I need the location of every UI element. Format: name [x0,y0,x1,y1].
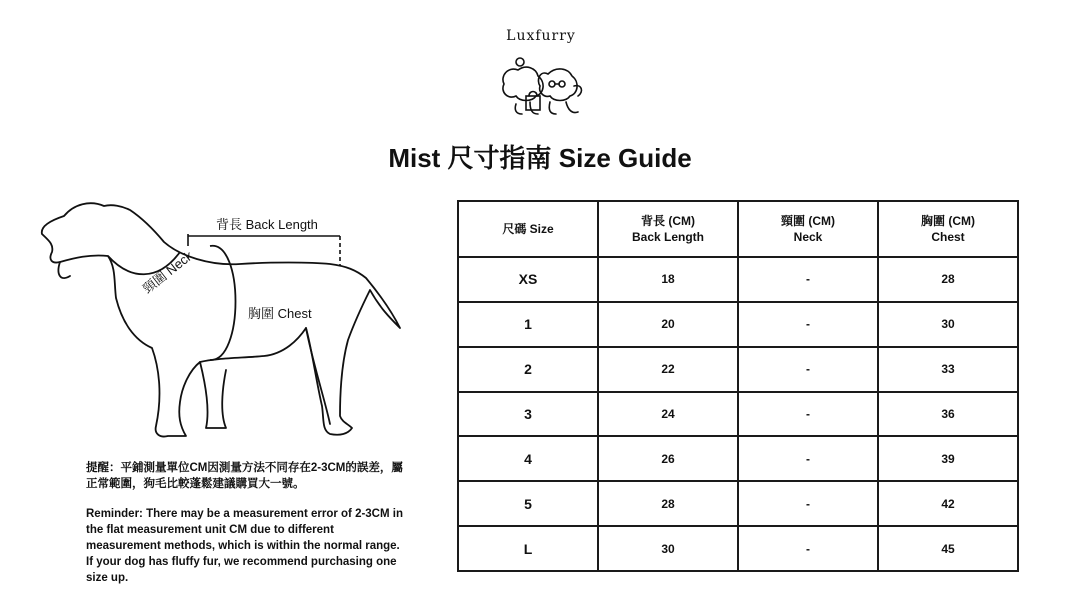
neck-cell: - [738,392,878,437]
table-row [458,347,1018,392]
size-cell: 1 [458,302,598,347]
chest-cell: 36 [878,392,1018,437]
header-back-length [598,201,738,257]
header-chest [878,201,1018,257]
back-length-measure-line [188,234,340,266]
back-length-cell: 18 [598,257,738,302]
header-neck [738,201,878,257]
size-cell: L [458,526,598,571]
note-english: Reminder: There may be a measurement error of 2-3CM in the flat measurement unit CM due to different measurement methods, which is within the normal range. If your dog has fluffy fur, we recommend purchasing one size up. [86,508,403,584]
back-length-label: 背長 Back Length [216,217,318,232]
chest-cell: 30 [878,302,1018,347]
back-length-cell: 22 [598,347,738,392]
neck-cell: - [738,436,878,481]
chest-label: 胸圍 Chest [248,306,312,321]
chest-cell: 33 [878,347,1018,392]
measurement-notes [86,460,406,600]
neck-label: 頸圍 Neck [139,247,196,297]
size-cell: 3 [458,392,598,437]
header-back-length-zh: 背長 (CM) [641,214,695,228]
note-chinese: 提醒：平鋪測量單位CM因測量方法不同存在2-3CM的誤差，屬正常範圍，狗毛比較蓬鬆建議購買大一號。 [86,462,403,490]
table-row [458,302,1018,347]
size-cell: 4 [458,436,598,481]
header-chest-en: Chest [931,230,965,244]
back-length-cell: 28 [598,481,738,526]
header-chest-zh: 胸圍 (CM) [921,214,975,228]
size-cell: XS [458,257,598,302]
neck-cell: - [738,257,878,302]
neck-cell: - [738,302,878,347]
table-row [458,392,1018,437]
header-size-label: 尺碼 Size [502,222,554,236]
page-title: Mist 尺寸指南 Size Guide [388,143,692,173]
header-back-length-en: Back Length [631,230,704,244]
chest-cell: 45 [878,526,1018,571]
brand-logo-text: Luxfurry [506,28,576,44]
back-length-cell: 20 [598,302,738,347]
neck-cell: - [738,481,878,526]
size-cell: 2 [458,347,598,392]
header-size [458,201,598,257]
chest-cell: 42 [878,481,1018,526]
back-length-cell: 24 [598,392,738,437]
neck-cell: - [738,347,878,392]
table-header-row [458,201,1018,257]
header-neck-en: Neck [793,230,823,244]
neck-cell: - [738,526,878,571]
table-row [458,481,1018,526]
chest-cell: 39 [878,436,1018,481]
header-neck-zh: 頸圍 (CM) [781,214,835,228]
table-row [458,436,1018,481]
chest-cell: 28 [878,257,1018,302]
table-row [458,526,1018,571]
back-length-cell: 26 [598,436,738,481]
brand-logo [486,22,596,122]
size-table [457,200,1019,572]
back-length-cell: 30 [598,526,738,571]
dog-outline [42,203,400,436]
table-row [458,257,1018,302]
size-cell: 5 [458,481,598,526]
